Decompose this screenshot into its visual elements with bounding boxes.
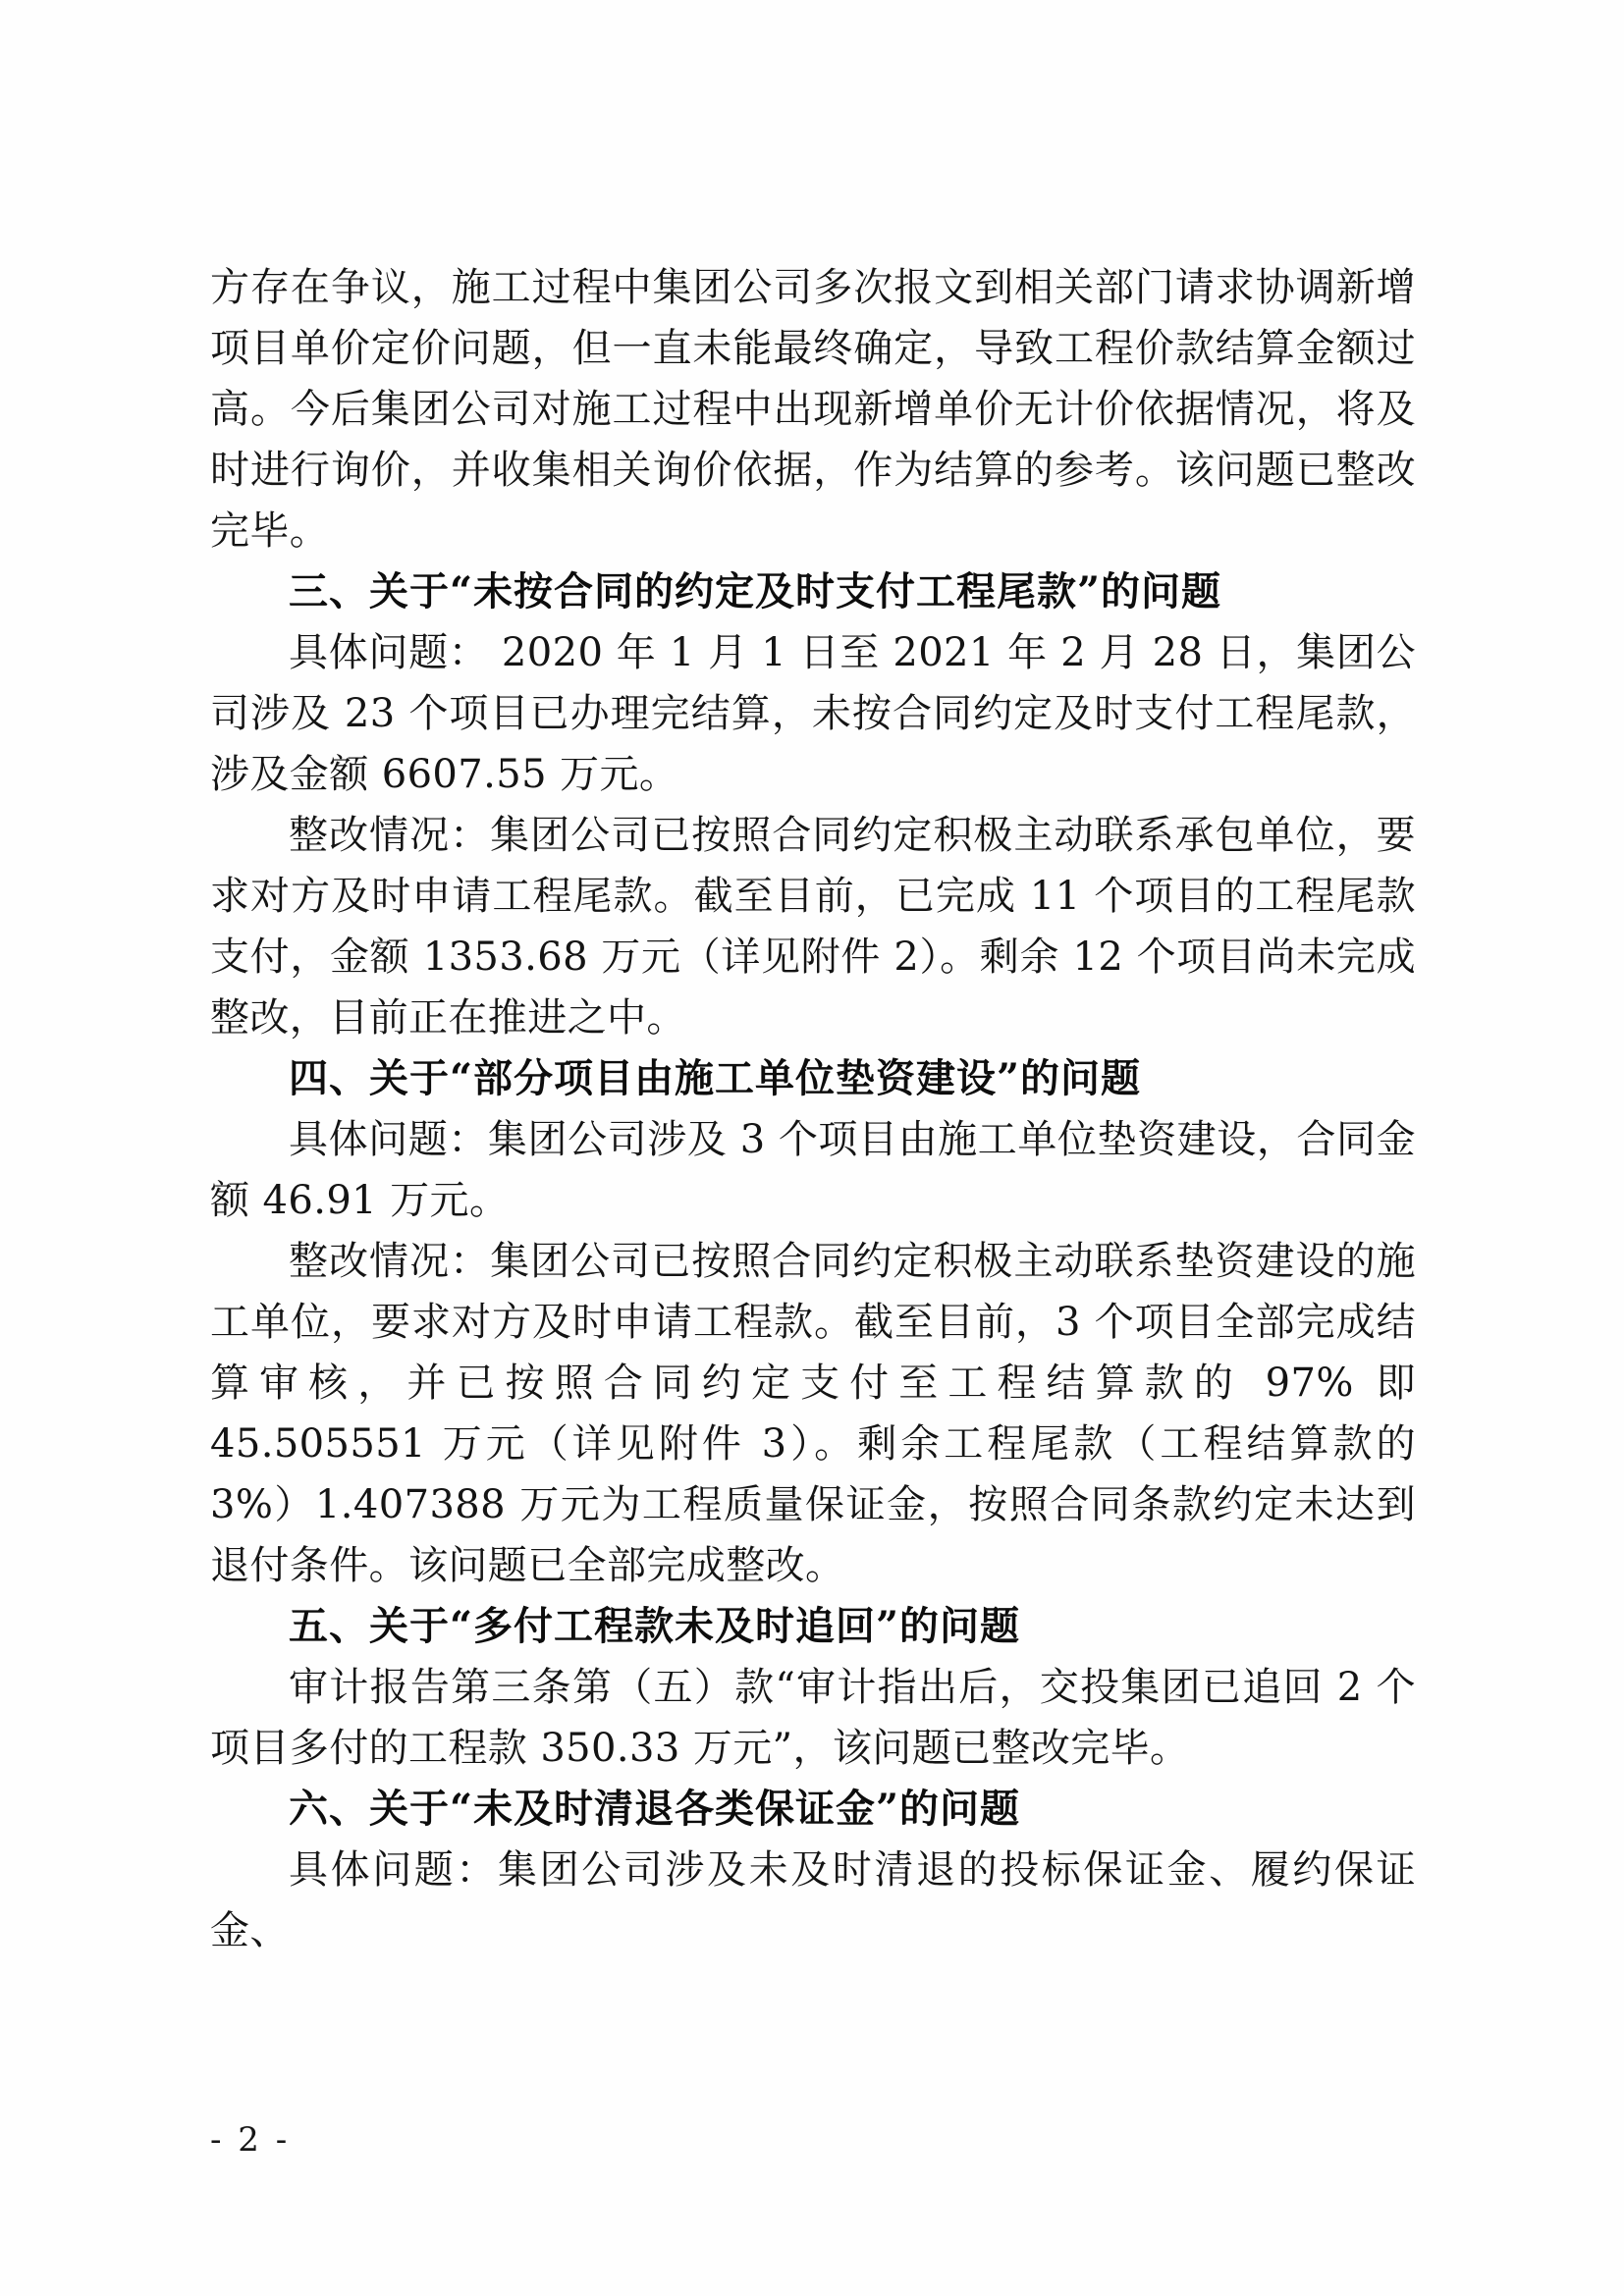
paragraph-6-issue: 具体问题：集团公司涉及未及时清退的投标保证金、履约保证金、 bbox=[210, 1847, 1416, 1953]
paragraph-4-rectification: 整改情况：集团公司已按照合同约定积极主动联系垫资建设的施工单位，要求对方及时申请工程款。截至目前，3 个项目全部完成结算审核，并已按照合同约定支付至工程结算款的 97% 即 45.505551 万元（详见附件 3）。剩余工程尾款（工程结算款的 3%）1.407388 万元为工程质量保证金，按照合同条款约定未达到退付条件。该问题已全部完成整改。 bbox=[210, 1239, 1416, 1588]
paragraph-4-issue: 具体问题：集团公司涉及 3 个项目由施工单位垫资建设，合同金额 46.91 万元。 bbox=[210, 1117, 1416, 1223]
paragraph-3-rectification: 整改情况：集团公司已按照合同约定积极主动联系承包单位，要求对方及时申请工程尾款。截至目前，已完成 11 个项目的工程尾款支付，金额 1353.68 万元（详见附件 2）。剩余 12 个项目尚未完成整改，目前正在推进之中。 bbox=[210, 813, 1416, 1041]
section-heading-3: 三、关于“未按合同的约定及时支付工程尾款”的问题 bbox=[289, 568, 1222, 614]
section-heading-4: 四、关于“部分项目由施工单位垫资建设”的问题 bbox=[289, 1055, 1142, 1101]
document-body bbox=[210, 257, 1416, 1961]
paragraph-1: 方存在争议，施工过程中集团公司多次报文到相关部门请求协调新增项目单价定价问题，但一直未能最终确定，导致工程价款结算金额过高。今后集团公司对施工过程中出现新增单价无计价依据情况，将及时进行询价，并收集相关询价依据，作为结算的参考。该问题已整改完毕。 bbox=[210, 265, 1416, 554]
section-heading-5: 五、关于“多付工程款未及时追回”的问题 bbox=[289, 1603, 1021, 1649]
paragraph-5-issue: 审计报告第三条第（五）款“审计指出后，交投集团已追回 2 个项目多付的工程款 350.33 万元”，该问题已整改完毕。 bbox=[210, 1665, 1416, 1771]
section-heading-6: 六、关于“未及时清退各类保证金”的问题 bbox=[289, 1786, 1021, 1832]
page-number: - 2 - bbox=[210, 2120, 291, 2160]
paragraph-3-issue: 具体问题： 2020 年 1 月 1 日至 2021 年 2 月 28 日，集团公司涉及 23 个项目已办理完结算，未按合同约定及时支付工程尾款，涉及金额 6607.55 万元。 bbox=[210, 630, 1416, 797]
